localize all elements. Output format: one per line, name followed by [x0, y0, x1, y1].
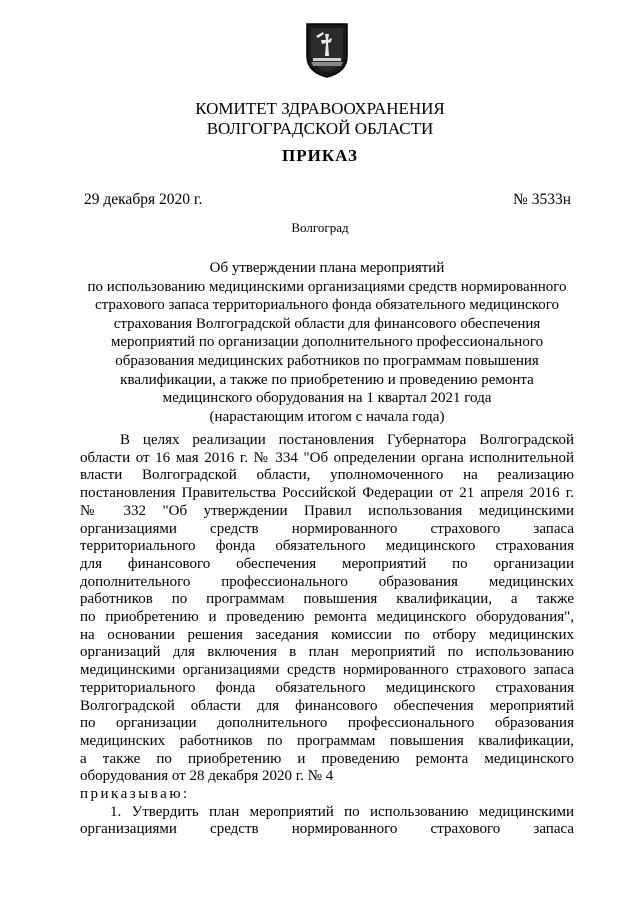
body-line: работников по программам повышения квалификации, а также: [80, 591, 574, 608]
body-line: постановления Правительства Российской Федерации от 21 апреля 2016 г.: [80, 485, 574, 502]
body-line: власти Волгоградской области, уполномоченного на реализацию: [80, 467, 574, 484]
body-line: медицинскими организациями средств нормированного страхового запаса: [80, 662, 574, 679]
title-line: медицинского оборудования на 1 квартал 2021 года: [162, 390, 492, 407]
body-line: организациями средств нормированного страхового запаса: [80, 821, 574, 838]
title-line: страхового запаса территориального фонда обязательного медицинского: [95, 297, 559, 314]
title-line: квалификации, а также по приобретению и проведению ремонта: [120, 371, 534, 388]
coat-of-arms-emblem: [305, 22, 349, 78]
org-name-line-2: ВОЛГОГРАДСКОЙ ОБЛАСТИ: [206, 119, 434, 138]
document-number: № 3533н: [513, 191, 571, 208]
title-line: по использованию медицинскими организациями средств нормированного: [87, 278, 567, 295]
document-title: [80, 259, 574, 426]
body-line: № 332 "Об утверждении Правил использования медицинскими: [80, 502, 574, 519]
title-line: страхования Волгоградской области для финансового обеспечения: [113, 315, 541, 332]
body-line: оборудования от 28 декабря 2020 г. № 4: [80, 768, 334, 785]
body-line: медицинских работников по программам повышения квалификации,: [80, 732, 574, 749]
document-date: 29 декабря 2020 г.: [84, 191, 203, 208]
volgograd-coat-of-arms-icon: [305, 22, 349, 78]
body-line: 1. Утвердить план мероприятий по использованию медицинскими: [110, 803, 574, 820]
org-name-line-1: КОМИТЕТ ЗДРАВООХРАНЕНИЯ: [195, 99, 445, 118]
body-line: а также по приобретению и проведению ремонта медицинского: [80, 750, 574, 767]
body-line: на основании решения заседания комиссии по отбору медицинских: [80, 626, 574, 643]
order-word: приказываю:: [80, 786, 190, 803]
title-line: образования медицинских работников по программам повышения: [115, 352, 539, 369]
body-line: по организации дополнительного профессионального образования: [80, 715, 574, 732]
body-line: организаций для включения в план мероприятий по использованию: [80, 644, 574, 661]
body-line: Волгоградской области для финансового обеспечения мероприятий: [80, 697, 574, 714]
title-line: (нарастающим итогом с начала года): [209, 408, 445, 425]
document-city: Волгоград: [291, 220, 349, 235]
body-line: дополнительного профессионального образования медицинских: [80, 573, 574, 590]
document-type: ПРИКАЗ: [282, 146, 358, 165]
body-line: для финансового обеспечения мероприятий по организации: [80, 555, 574, 572]
title-line: мероприятий по организации дополнительного профессионального: [110, 334, 544, 351]
body-line: организациями средств нормированного страхового запаса: [80, 520, 574, 537]
title-line: Об утверждении плана мероприятий: [209, 260, 445, 276]
document-body: [80, 432, 574, 839]
body-line: В целях реализации постановления Губернатора Волгоградской: [120, 432, 574, 448]
body-line: области от 16 мая 2016 г. № 334 "Об определении органа исполнительной: [80, 449, 574, 466]
body-line: территориального фонда обязательного медицинского страхования: [80, 538, 574, 555]
body-line: по приобретению и проведению ремонта медицинского оборудования",: [80, 609, 574, 626]
body-line: территориального фонда обязательного медицинского страхования: [80, 679, 574, 696]
